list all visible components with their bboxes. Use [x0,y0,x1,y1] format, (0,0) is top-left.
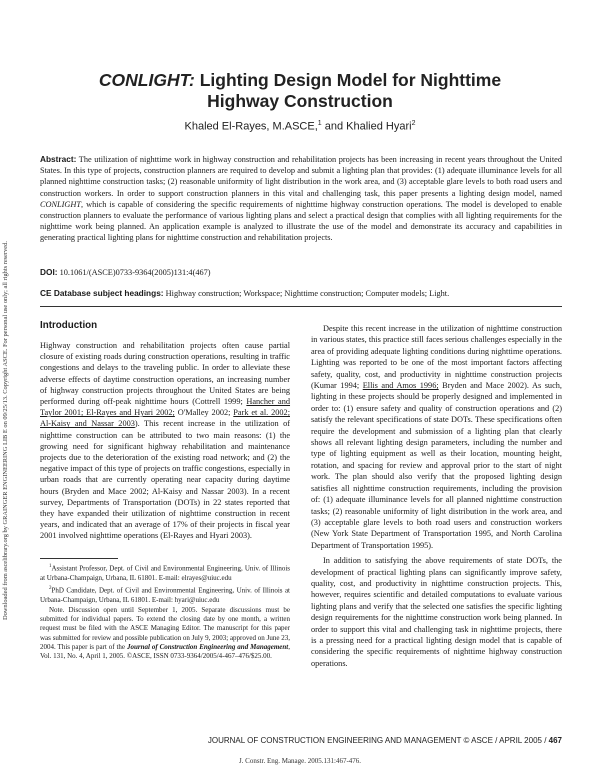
title-model-name: CONLIGHT: [98,70,195,90]
footnote-1: $^1$Assistant Professor, Dept. of Civil and Environmental Engineering, Univ. of Illinois at Urbana-Champaign, Urbana, IL 61801. E-mail: elrayes@uiuc.edu [40,564,290,582]
paper-title [60,70,540,112]
subject-headings: CE Database subject headings: Highway construction; Workspace; Nighttime construction; Computer models; Light. [40,288,450,298]
paragraph: In addition to satisfying the above requirements of state DOTs, the development of practical lighting plans can significantly improve safety, quality, cost, and productivity in nighttime construction projects. This, however, requires scientific and detailed computations to evaluate various lighting plans and verify that the selected one satisfies the specific lighting design requirements for the nighttime construction work being planned. In order to support this vital and challenging task in nighttime projects, there is a pressing need for a practical lighting design model that is capable of considering the specific requirements of nighttime highway construction operations. [311,556,562,668]
citation-line: J. Constr. Eng. Manage. 2005.131:467-476. [238,757,362,765]
download-notice: Downloaded from ascelibrary.org by GRAINGER ENGINEERING LIB E on 09/25/13. Copyright ASCE. For personal use only; all rights reserved. [2,241,9,620]
section-heading-introduction: Introduction [40,320,98,331]
footnote-divider [40,558,118,559]
doi-link[interactable]: 10.1061/(ASCE)0733-9364(2005)131:4(467) [57,268,211,277]
paragraph: Highway construction and rehabilitation projects often cause partial closure of existing roads during construction operations, resulting in traffic congestions and delays to the traveling public. In order to alleviate these adverse effects of daytime construction operations, an increasing number of highway construction projects throughout the United States are being performed during off-peak nighttime hours (Cottrell 1999; Hancher and Taylor 2001; El-Rayes and Hyari 2002; O'Malley 2002; Park et al. 2002; Al-Kaisy and Nassar 2003). This recent increase in the utilization of nighttime construction can be attributed to two main reasons: (1) the growing need for significant highway rehabilitation and maintenance projects due to the deterioration of the existing road network; and (2) the negative impact of this type of projects on traffic congestions, especially in urban roads that are currently operating near capacity during daytime hours (Bryden and Mace 2002; Al-Kaisy and Nassar 2003). In a recent survey, Departments of Transportation (DOTs) in 22 states reported that they have expanded their utilization of nighttime construction in recent years, and indicated that an average of 17% of their projects in fiscal year 2001 involved nighttime operations (El-Rayes and Hyari 2003). [40,341,291,541]
doi-line: DOI: 10.1061/(ASCE)0733-9364(2005)131:4(467) [40,267,211,277]
author-line: Khaled El-Rayes, M.ASCE,$^1$ and Khalied Hyari$^2$ [184,120,416,133]
reference-link[interactable]: Hancher and Taylor 2001; El-Rayes and Hyari 2002; [40,397,291,418]
title-part-1: Lighting Design Model for Nighttime [194,70,502,90]
running-footer: JOURNAL OF CONSTRUCTION ENGINEERING AND MANAGEMENT © ASCE / APRIL 2005 / 467 [207,736,562,745]
reference-link[interactable]: Ellis and Amos 1996; [362,381,439,391]
left-column [40,340,290,542]
abstract: Abstract: The utilization of nighttime work in highway construction and rehabilitation projects has been increasing in recent years throughout the United States. In this type of projects, construction planners are required to develop and submit a lighting plan that provides: (1) adequate illuminance levels for all planned nighttime construction tasks; (2) reasonable uniformity of light distribution in the work area, and (3) acceptable glare levels to both road users and construction workers. In order to support construction planners in this vital and challenging task, this paper presents a lighting design model, named CONLIGHT, which is capable of considering the specific requirements of nighttime highway construction operations. The model is developed to enable construction planners to evaluate the performance of various lighting plans and select a practical design that complies with all lighting requirements for the nighttime work being planned. An application example is analyzed to illustrate the use of the model and demonstrate its accuracy and capabilities in generating practical lighting plans for nighttime construction and rehabilitation projects. [40,154,562,243]
footnotes [40,562,290,663]
page-number: 467 [548,736,562,745]
section-divider [40,306,562,307]
paragraph: Despite this recent increase in the utilization of nighttime construction in various states, this practice still faces serious challenges especially in the area of providing adequate lighting conditions during nighttime operations. Lighting was reported to be one of the most important factors affecting safety, quality, cost, and productivity in nighttime construction projects (Kumar 1994; Ellis and Amos 1996; Bryden and Mace 2002). As such, lighting in these projects should be properly designed and implemented in order to: (1) ensure safety and quality of construction operations and (2) satisfy the relevant specifications of state DOTs. These specifications often require the development and submission of a lighting plan that clearly shows all relevant lighting design parameters, including the number and type of lighting equipment as well as their location, mounting height, rotation, and spacing for review and approval prior to the start of night work. The plan should also verify that the proposed lighting design satisfies all nighttime construction requirements, including the provision of: (1) adequate illuminance levels for all planned nighttime construction tasks; (2) reasonable uniformity of light distribution in the work area, and (3) acceptable glare levels to both road users and construction workers (New York State Department of Transportation 1995, and North Carolina Department of Transportation 1995). [311,324,562,550]
right-column [311,323,562,669]
footnote-2: $^2$PhD Candidate, Dept. of Civil and Environmental Engineering, Univ. of Illinois at Urbana-Champaign, Urbana, IL 61801. E-mail: hyari@uiuc.edu [40,585,290,604]
reference-link[interactable]: Park et al. 2002; Al-Kaisy and Nassar 2003 [40,408,290,429]
footnote-note: Note. Discussion open until September 1, 2005. Separate discussions must be submitted for individual papers. To extend the closing date by one month, a written request must be filed with the ASCE Managing Editor. The manuscript for this paper was submitted for review and possible publication on July 9, 2003; approved on June 23, 2004. This paper is part of the Journal of Construction Engineering and Management, Vol. 131, No. 4, April 1, 2005. ©ASCE, ISSN 0733-9364/2005/4-467–476/$25.00. [40,605,290,661]
title-part-2: Highway Construction [207,91,393,111]
abstract-label: Abstract: [40,154,77,164]
